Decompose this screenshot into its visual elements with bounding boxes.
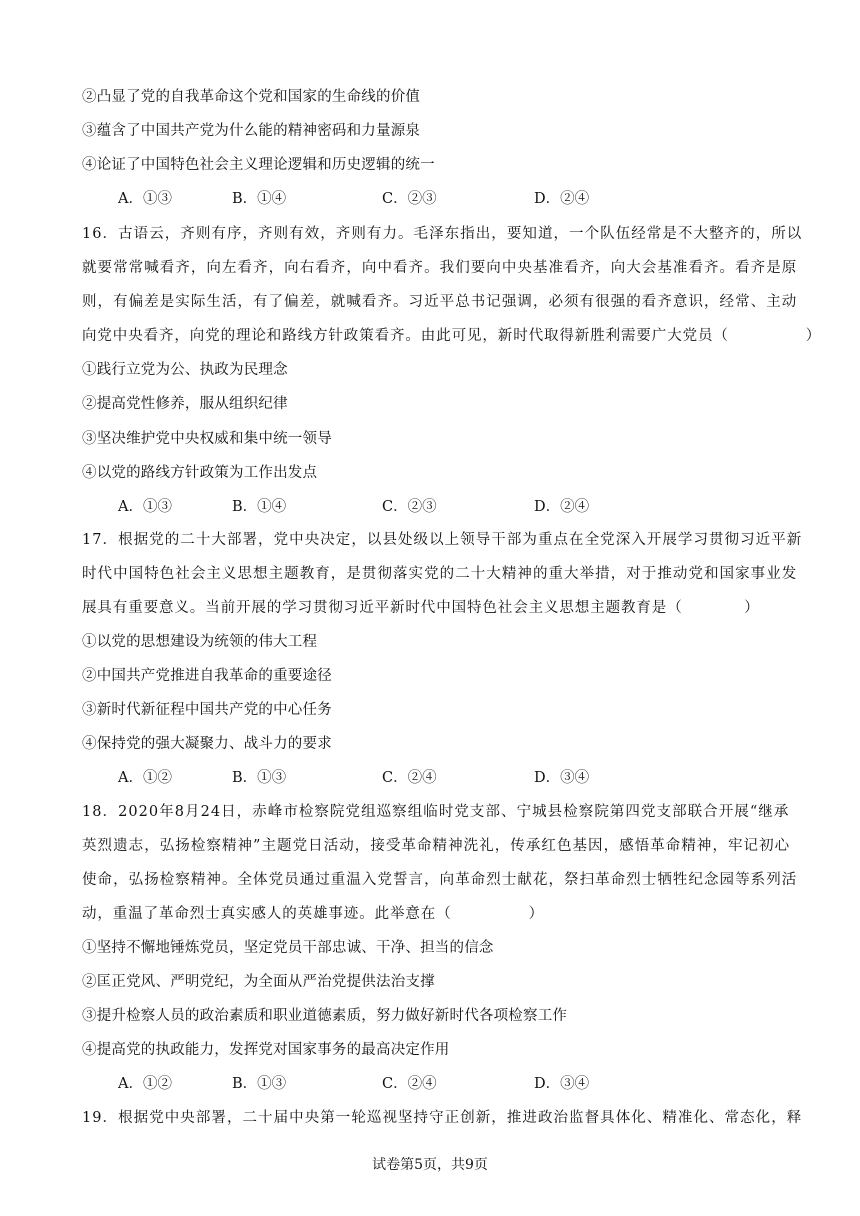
- q18-options: [82, 1074, 782, 1094]
- q18-option-d[interactable]: D．③④: [534, 1076, 590, 1092]
- q18-stem-line-1: 18．2020年8月24日，赤峰市检察院党组巡察组临时党支部、宁城县检察院第四党支部联合开展“继承: [82, 804, 790, 820]
- q17-item-3: ③新时代新征程中国共产党的中心任务: [82, 702, 332, 718]
- q18-item-4: ④提高党的执政能力，发挥党对国家事务的最高决定作用: [82, 1042, 450, 1058]
- q16-stem-line-4: 向党中央看齐，向党的理论和路线方针政策看齐。由此可见，新时代取得新胜利需要广大党员（ ）: [82, 328, 822, 344]
- q16-option-c[interactable]: C．②③: [382, 499, 437, 515]
- q16-stem-line-3: 则，有偏差是实际生活，有了偏差，就喊看齐。习近平总书记强调，必须有很强的看齐意识，经常、主动: [82, 294, 798, 310]
- q15-item-2: ②凸显了党的自我革命这个党和国家的生命线的价值: [82, 89, 421, 105]
- q17-option-b[interactable]: B．①③: [232, 770, 287, 786]
- q17-stem-line-1: 17．根据党的二十大部署，党中央决定，以县处级以上领导干部为重点在全党深入开展学习贯彻习近平新: [82, 532, 803, 548]
- q17-option-a[interactable]: A．①②: [118, 770, 172, 786]
- q17-item-1: ①以党的思想建设为统领的伟大工程: [82, 634, 318, 650]
- q16-option-b[interactable]: B．①④: [232, 499, 287, 515]
- q18-stem-line-3: 使命，弘扬检察精神。全体党员通过重温入党誓言，向革命烈士献花，祭扫革命烈士牺牲纪念园等系列活: [82, 872, 798, 888]
- page-footer: 试卷第5页，共9页: [372, 1157, 488, 1173]
- q16-item-4: ④以党的路线方针政策为工作出发点: [82, 465, 318, 481]
- q16-options: [82, 497, 782, 517]
- q19-stem-line-1: 19．根据党中央部署，二十届中央第一轮巡视坚持守正创新，推进政治监督具体化、精准化、常态化，释: [82, 1110, 803, 1126]
- q15-option-c[interactable]: C．②③: [382, 191, 437, 207]
- q18-option-b[interactable]: B．①③: [232, 1076, 287, 1092]
- q18-stem-line-2: 英烈遗志，弘扬检察精神”主题党日活动，接受革命精神洗礼，传承红色基因，感悟革命精神，牢记初心: [82, 838, 791, 854]
- q16-item-1: ①践行立党为公、执政为民理念: [82, 362, 288, 378]
- q18-item-3: ③提升检察人员的政治素质和职业道德素质，努力做好新时代各项检察工作: [82, 1008, 568, 1024]
- q16-item-3: ③坚决维护党中央权威和集中统一领导: [82, 431, 332, 447]
- q16-option-d[interactable]: D．②④: [534, 499, 590, 515]
- q17-item-2: ②中国共产党推进自我革命的重要途径: [82, 668, 332, 684]
- q18-stem-line-4: 动，重温了革命烈士真实感人的英雄事迹。此举意在（ ）: [82, 906, 544, 922]
- q17-options: [82, 768, 782, 788]
- q16-stem-line-2: 就要常常喊看齐，向左看齐，向右看齐，向中看齐。我们要向中央基准看齐，向大会基准看齐。看齐是原: [82, 260, 798, 276]
- q15-item-4: ④论证了中国特色社会主义理论逻辑和历史逻辑的统一: [82, 157, 435, 173]
- q18-option-c[interactable]: C．②④: [382, 1076, 437, 1092]
- q16-stem-line-1: 16．古语云，齐则有序，齐则有效，齐则有力。毛泽东指出，要知道，一个队伍经常是不大整齐的，所以: [82, 226, 803, 242]
- q17-stem-line-3: 展具有重要意义。当前开展的学习贯彻习近平新时代中国特色社会主义思想主题教育是（ ）: [82, 600, 760, 616]
- q15-option-d[interactable]: D．②④: [534, 191, 590, 207]
- q18-option-a[interactable]: A．①②: [118, 1076, 172, 1092]
- q18-item-1: ①坚持不懈地锤炼党员，坚定党员干部忠诚、干净、担当的信念: [82, 940, 494, 956]
- q18-item-2: ②匡正党风、严明党纪，为全面从严治党提供法治支撑: [82, 974, 435, 990]
- q16-option-a[interactable]: A．①③: [118, 499, 172, 515]
- q15-item-3: ③蕴含了中国共产党为什么能的精神密码和力量源泉: [82, 123, 421, 139]
- q16-item-2: ②提高党性修养，服从组织纪律: [82, 396, 288, 412]
- q17-option-c[interactable]: C．②④: [382, 770, 437, 786]
- q15-option-a[interactable]: A．①③: [118, 191, 172, 207]
- q15-options: [82, 189, 782, 209]
- q15-option-b[interactable]: B．①④: [232, 191, 287, 207]
- q17-item-4: ④保持党的强大凝聚力、战斗力的要求: [82, 736, 332, 752]
- q17-option-d[interactable]: D．③④: [534, 770, 590, 786]
- q17-stem-line-2: 时代中国特色社会主义思想主题教育，是贯彻落实党的二十大精神的重大举措，对于推动党和国家事业发: [82, 566, 798, 582]
